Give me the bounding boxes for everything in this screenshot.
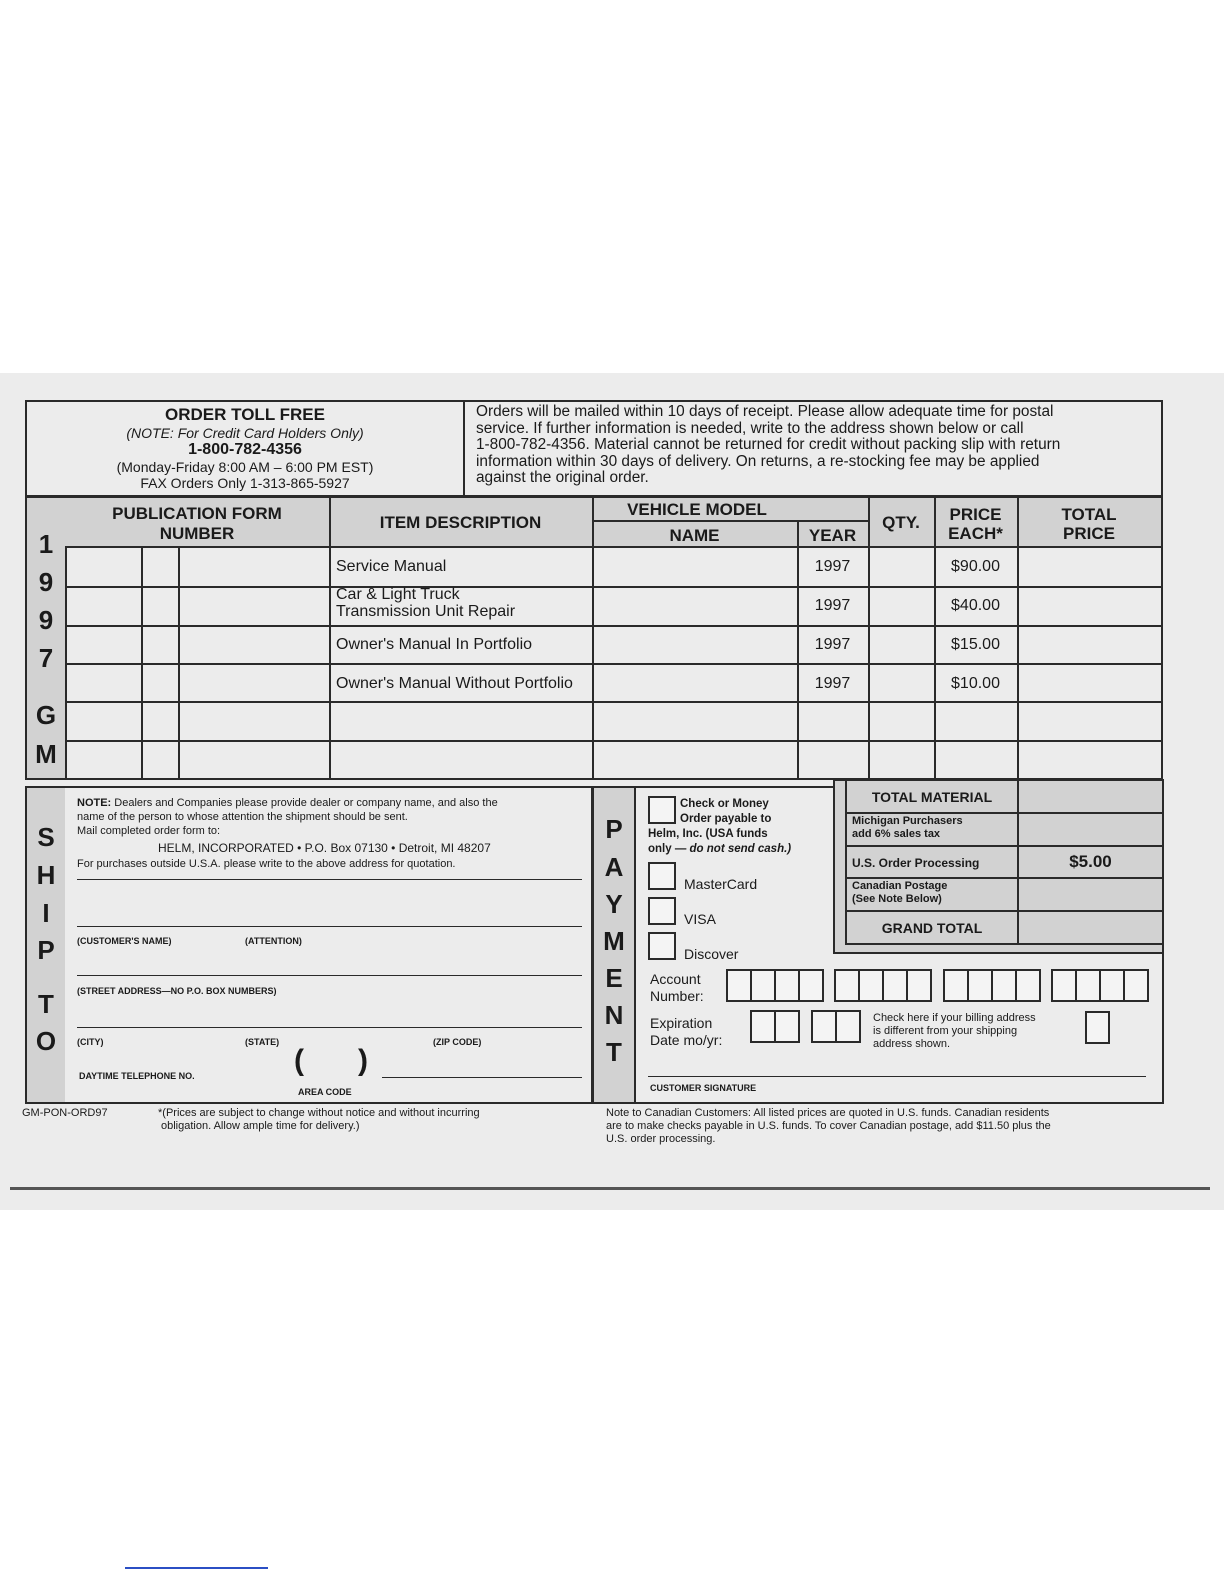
page-bottom-rule — [10, 1187, 1210, 1190]
payment-letter: N — [604, 1000, 624, 1030]
us-order-processing-value: $5.00 — [1069, 852, 1112, 871]
expiration-label-line: Date mo/yr: — [650, 1032, 723, 1048]
area-code-label: AREA CODE — [298, 1087, 352, 1097]
account-digit-box[interactable] — [943, 969, 969, 1002]
order-toll-free-title: ORDER TOLL FREE — [165, 405, 325, 424]
expiration-digit-box[interactable] — [750, 1010, 776, 1043]
canadian-postage-label — [852, 880, 947, 906]
account-digit-box[interactable] — [882, 969, 908, 1002]
street-address-line[interactable] — [77, 975, 582, 976]
order-hours: (Monday-Friday 8:00 AM – 6:00 PM EST) — [116, 459, 374, 475]
payment-letter: M — [603, 926, 625, 956]
header-vehicle-model: VEHICLE MODEL — [627, 500, 767, 519]
city-state-zip-line[interactable] — [77, 1027, 582, 1028]
canadian-label-line: (See Note Below) — [852, 893, 942, 905]
canadian-customers-note — [606, 1107, 1051, 1146]
credit-card-note: (NOTE: For Credit Card Holders Only) — [126, 425, 364, 441]
note-text: Dealers and Companies please provide dealer or company name, and also the — [111, 797, 498, 809]
area-code-paren-close: ) — [358, 1044, 368, 1077]
check-label-line — [648, 842, 791, 857]
canadian-note-line: are to make checks payable in U.S. funds. To cover Canadian postage, add $11.50 plus the — [606, 1120, 1051, 1132]
canadian-label-line: Canadian Postage — [852, 880, 948, 892]
mail-instruction: Mail completed order form to: — [77, 825, 221, 837]
item-price: $10.00 — [951, 675, 1000, 692]
year-letter: 9 — [38, 567, 54, 597]
billing-address-note — [873, 1012, 1036, 1051]
year-letter: 9 — [38, 605, 54, 635]
item-price: $15.00 — [951, 636, 1000, 653]
account-digit-box[interactable] — [1051, 969, 1077, 1002]
mastercard-label: MasterCard — [684, 876, 758, 892]
billing-note-line: is different from your shipping — [873, 1025, 1018, 1037]
street-address-label: (STREET ADDRESS—NO P.O. BOX NUMBERS) — [77, 986, 277, 996]
attention-label: (ATTENTION) — [245, 936, 302, 946]
account-digit-box[interactable] — [967, 969, 993, 1002]
payment-letter: Y — [605, 889, 623, 919]
grand-total-label: GRAND TOTAL — [881, 920, 983, 936]
billing-note-line: address shown. — [873, 1038, 951, 1050]
line-under-notice — [77, 879, 582, 880]
discover-label: Discover — [684, 946, 739, 962]
customer-name-line[interactable] — [77, 926, 582, 927]
account-digit-box[interactable] — [1015, 969, 1041, 1002]
state-label: (STATE) — [245, 1037, 280, 1047]
visa-label: VISA — [684, 911, 716, 927]
header-number: NUMBER — [159, 524, 235, 543]
account-digit-box[interactable] — [774, 969, 800, 1002]
us-order-processing-label: U.S. Order Processing — [852, 856, 980, 870]
payment-letter: E — [605, 963, 623, 993]
item-description: Car & Light Truck — [336, 586, 460, 603]
expiration-label-line: Expiration — [650, 1015, 713, 1031]
header-each: EACH* — [948, 524, 1003, 543]
outside-usa-note: For purchases outside U.S.A. please write to the above address for quotation. — [77, 858, 456, 870]
fax-orders: FAX Orders Only 1-313-865-5927 — [140, 475, 350, 491]
check-label-only: only — — [648, 843, 690, 855]
account-number-label — [650, 971, 704, 1005]
account-digit-box[interactable] — [1099, 969, 1125, 1002]
dealer-note — [77, 797, 498, 810]
expiration-digit-box[interactable] — [811, 1010, 837, 1043]
check-label-line: Check or Money — [680, 798, 769, 810]
daytime-phone-label: DAYTIME TELEPHONE NO. — [79, 1071, 195, 1081]
shipping-notice-line: service. If further information is needed, write to the address shown below or call — [476, 419, 1024, 437]
check-label-line: Helm, Inc. (USA funds — [648, 828, 768, 840]
ship-letter: H — [36, 860, 56, 890]
expiration-digit-box[interactable] — [835, 1010, 861, 1043]
note-label: NOTE: — [77, 797, 112, 809]
zip-code-label: (ZIP CODE) — [433, 1037, 482, 1047]
michigan-label-line: add 6% sales tax — [852, 828, 941, 840]
payment-letter: P — [605, 814, 623, 844]
header-total: TOTAL — [1061, 505, 1117, 524]
year-letter: 7 — [38, 643, 54, 673]
item-year: 1997 — [814, 675, 851, 692]
header-name: NAME — [669, 526, 720, 545]
shipping-notice-line: 1-800-782-4356. Material cannot be returned for credit without packing slip with return — [476, 436, 1061, 454]
michigan-tax-label — [852, 815, 963, 841]
header-total-price: PRICE — [1063, 524, 1115, 543]
area-code-paren-open: ( — [294, 1044, 304, 1077]
canadian-note-line: Note to Canadian Customers: All listed prices are quoted in U.S. funds. Canadian residents — [606, 1107, 1050, 1119]
blue-underline — [125, 1567, 268, 1569]
mailing-address: HELM, INCORPORATED • P.O. Box 07130 • Detroit, MI 48207 — [158, 841, 491, 855]
account-label-line: Number: — [650, 988, 704, 1004]
item-description: Owner's Manual In Portfolio — [336, 636, 533, 653]
shipping-notice-line: information within 30 days of delivery. On returns, a re-stocking fee may be applied — [476, 452, 1040, 470]
expiration-digit-box[interactable] — [774, 1010, 800, 1043]
expiration-label — [650, 1015, 722, 1049]
account-digit-box[interactable] — [858, 969, 884, 1002]
account-digit-box[interactable] — [750, 969, 776, 1002]
account-digit-box[interactable] — [1075, 969, 1101, 1002]
visa-checkbox[interactable] — [648, 897, 676, 925]
shipping-notice-line: Orders will be mailed within 10 days of receipt. Please allow adequate time for postal — [476, 403, 1054, 420]
header-price: PRICE — [949, 505, 1002, 524]
phone-number-line[interactable] — [382, 1077, 582, 1078]
account-digit-box[interactable] — [798, 969, 824, 1002]
account-label-line: Account — [650, 971, 701, 987]
header-publication-form: PUBLICATION FORM — [112, 504, 282, 523]
item-price: $40.00 — [951, 597, 1000, 614]
account-digit-box[interactable] — [906, 969, 932, 1002]
check-label-no-cash: do not send cash.) — [689, 843, 792, 855]
dealer-note-line2: name of the person to whose attention the shipment should be sent. — [77, 811, 408, 823]
michigan-label-line: Michigan Purchasers — [852, 815, 963, 827]
account-digit-box[interactable] — [991, 969, 1017, 1002]
payment-letter: A — [604, 852, 624, 882]
header-year: YEAR — [808, 526, 857, 545]
year-letter: M — [35, 739, 57, 769]
item-year: 1997 — [814, 636, 851, 653]
item-description: Owner's Manual Without Portfolio — [336, 675, 573, 692]
year-letter: 1 — [38, 529, 54, 559]
ship-letter: T — [38, 989, 54, 1019]
form-code: GM-PON-ORD97 — [22, 1107, 108, 1119]
ship-letter: I — [42, 898, 50, 928]
toll-free-phone: 1-800-782-4356 — [188, 441, 302, 458]
customer-signature-line[interactable] — [648, 1076, 1146, 1077]
canadian-note-line: U.S. order processing. — [606, 1133, 716, 1145]
item-description: Transmission Unit Repair — [336, 603, 516, 620]
prices-disclaimer — [158, 1107, 480, 1133]
item-price: $90.00 — [951, 558, 1000, 575]
billing-note-line: Check here if your billing address — [873, 1012, 1036, 1024]
item-description: Service Manual — [336, 558, 447, 575]
header-qty: QTY. — [882, 513, 920, 532]
account-digit-box[interactable] — [1123, 969, 1149, 1002]
account-digit-box[interactable] — [726, 969, 752, 1002]
item-year: 1997 — [814, 597, 851, 614]
prices-disclaimer-line: obligation. Allow ample time for delivery.) — [161, 1120, 360, 1132]
ship-letter: S — [37, 822, 55, 852]
check-payable-note — [648, 827, 791, 857]
customer-name-label: (CUSTOMER'S NAME) — [77, 936, 172, 946]
customer-signature-label: CUSTOMER SIGNATURE — [650, 1083, 757, 1093]
mastercard-checkbox[interactable] — [648, 862, 676, 890]
header-item-description: ITEM DESCRIPTION — [379, 513, 542, 532]
ship-letter: P — [37, 935, 55, 965]
ship-letter: O — [35, 1026, 57, 1056]
check-label-line: Order payable to — [680, 813, 772, 825]
shipping-notice — [476, 404, 1156, 487]
prices-disclaimer-line: *(Prices are subject to change without notice and without incurring — [158, 1107, 480, 1119]
city-label: (CITY) — [77, 1037, 104, 1047]
payment-letter: T — [606, 1037, 622, 1067]
discover-checkbox[interactable] — [648, 932, 676, 960]
billing-address-checkbox[interactable] — [1085, 1011, 1110, 1044]
item-year: 1997 — [814, 558, 851, 575]
shipping-notice-line: against the original order. — [476, 469, 649, 487]
check-money-order-checkbox[interactable] — [648, 796, 676, 824]
account-digit-box[interactable] — [834, 969, 860, 1002]
total-material-label: TOTAL MATERIAL — [871, 789, 993, 805]
year-letter: G — [35, 700, 57, 730]
check-money-order-label — [680, 797, 771, 827]
